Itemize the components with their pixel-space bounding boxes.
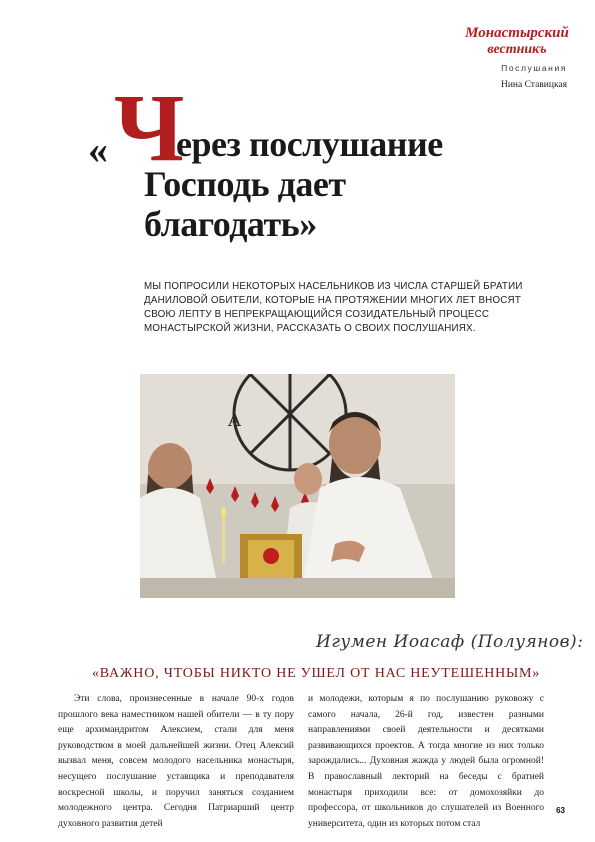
title-line-3: благодать» — [144, 204, 317, 244]
body-column-1 — [58, 692, 294, 832]
svg-text:A: A — [228, 410, 241, 431]
title-line-2: Господь дает — [144, 164, 346, 204]
quote-subheading: «ВАЖНО, ЧТОБЫ НИКТО НЕ УШЕЛ ОТ НАС НЕУТЕШЕННЫМ» — [92, 666, 541, 681]
body-paragraph: Эти слова, произнесенные в начале 90-х годов прошлого века наместником нашей обители — в ту пору еще архимандритом Алексием, стали для меня руководством в моей дальнейшей жизни. Отец Алексий вызвал меня, совсем молодого насельника монастыря, несущего послушание уставщика и преподавателя воскресной школы, и поручил заняться созданием молодежного центра. Сегодня Патриарший центр духовного развития детей — [58, 694, 294, 829]
author-name: Нина Ставицкая — [500, 80, 567, 90]
title-line-1: ерез послушание — [176, 124, 443, 164]
lead-paragraph: МЫ ПОПРОСИЛИ НЕКОТОРЫХ НАСЕЛЬНИКОВ ИЗ ЧИСЛА СТАРШЕЙ БРАТИИ ДАНИЛОВОЙ ОБИТЕЛИ, КОТОРЫЕ НА ПРОТЯЖЕНИИ МНОГИХ ЛЕТ ВНОСЯТ СВОЮ ЛЕПТУ В НЕПРЕКРАЩАЮЩИЙСЯ СОЗИДАТЕЛЬНЫЙ ПРОЦЕСС МОНАСТЫРСКОЙ ЖИЗНИ, РАССКАЗАТЬ О СВОИХ ПОСЛУШАНИЯХ. — [144, 281, 523, 334]
body-column-2 — [308, 692, 544, 832]
title-drop-cap: Ч — [114, 74, 185, 181]
section-label: Послушания — [501, 63, 567, 73]
article-body — [58, 692, 544, 832]
logo-line-2: вестникъ — [487, 42, 547, 56]
page-number: 63 — [556, 806, 565, 815]
article-photo — [140, 374, 455, 598]
title-open-quote: « — [88, 127, 108, 172]
speaker-signature: Игумен Иоасаф (Полуянов): — [316, 632, 584, 652]
logo-line-1: Монастырский — [465, 25, 569, 41]
magazine-logo — [462, 22, 572, 56]
body-paragraph: и молодежи, которым я по послушанию руковожу с самого начала, 26-й год, известен разными направлениями своей деятельности и десятками развивающихся проектов. А тогда многие из них только зарождались... Духовная жажда у людей была огромной! В православный лекторий на беседы с братией монастыря приходили все: от домохозяйки до профессора, от школьников до слушателей из Военного университета, один из которых потом стал — [308, 694, 544, 829]
